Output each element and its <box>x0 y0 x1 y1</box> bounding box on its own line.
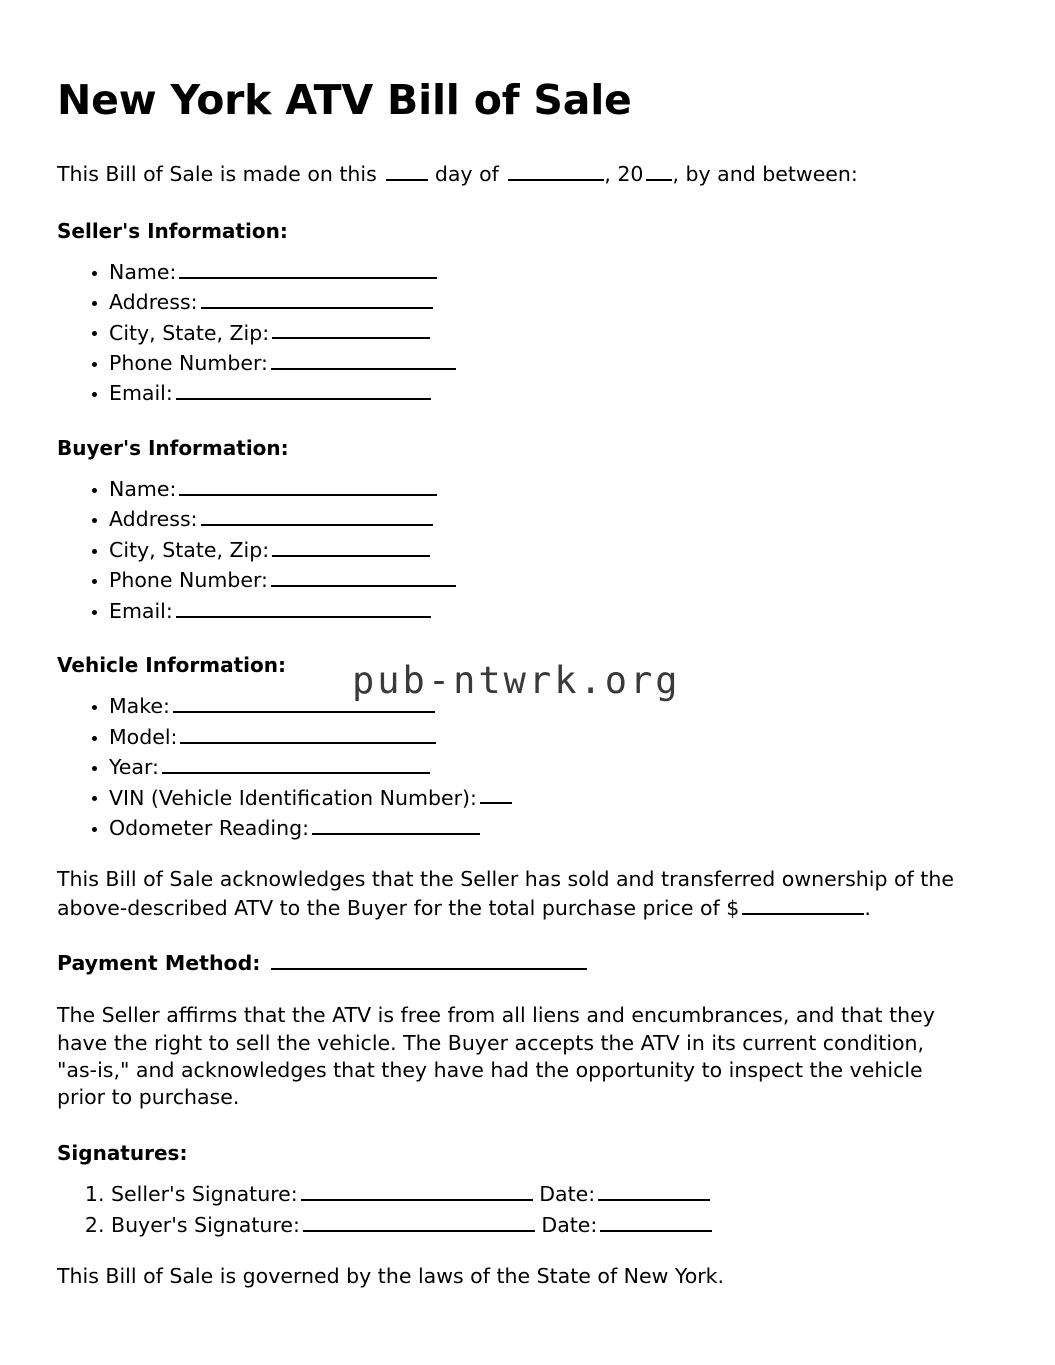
list-item <box>109 319 958 345</box>
field-label: Address: <box>109 289 198 314</box>
list-item <box>109 692 958 718</box>
buyer-email-blank[interactable] <box>176 597 431 618</box>
intro-day-blank[interactable] <box>386 160 428 181</box>
intro-year-blank[interactable] <box>646 160 672 181</box>
buyer-field-list <box>57 475 958 623</box>
field-label: City, State, Zip: <box>109 320 270 345</box>
signature-list <box>57 1180 958 1237</box>
seller-name-blank[interactable] <box>179 258 437 279</box>
vehicle-model-blank[interactable] <box>180 723 436 744</box>
buyer-signature-blank[interactable] <box>303 1211 535 1232</box>
buyer-section-heading: Buyer's Information: <box>57 435 289 460</box>
field-label: Make: <box>109 694 170 719</box>
buyer-name-blank[interactable] <box>179 475 437 496</box>
list-item <box>109 723 958 749</box>
vehicle-year-blank[interactable] <box>162 753 430 774</box>
vehicle-make-blank[interactable] <box>173 692 435 713</box>
field-label: VIN (Vehicle Identification Number): <box>109 785 477 810</box>
acknowledgement-text: This Bill of Sale acknowledges that the Seller has sold and transferred ownership of the above-described ATV to the Buyer for the total purchase price of $ <box>57 867 954 920</box>
seller-phone-blank[interactable] <box>271 349 456 370</box>
buyer-citystatezip-blank[interactable] <box>272 536 430 557</box>
payment-method-line <box>57 949 958 977</box>
acknowledgement-period: . <box>864 895 871 920</box>
seller-signature-label: Seller's Signature: <box>111 1182 298 1207</box>
acknowledgement-paragraph <box>57 866 958 921</box>
field-label: Address: <box>109 507 198 532</box>
field-label: Name: <box>109 259 177 284</box>
list-item <box>109 288 958 314</box>
buyer-date-blank[interactable] <box>600 1211 712 1232</box>
field-label: City, State, Zip: <box>109 537 270 562</box>
payment-method-label: Payment Method: <box>57 950 261 975</box>
intro-text-part1: This Bill of Sale is made on this <box>57 162 377 186</box>
list-item <box>109 784 958 810</box>
signatures-section-heading: Signatures: <box>57 1141 188 1166</box>
payment-method-blank[interactable] <box>271 949 587 970</box>
vehicle-field-list <box>57 692 958 840</box>
list-item <box>109 349 958 375</box>
list-item <box>109 536 958 562</box>
page-title: New York ATV Bill of Sale <box>57 76 632 124</box>
field-label: Phone Number: <box>109 568 268 593</box>
list-item <box>109 379 958 405</box>
vehicle-section-heading: Vehicle Information: <box>57 653 286 678</box>
field-label: Email: <box>109 598 173 623</box>
watermark-text: pub-ntwrk.org <box>352 659 681 702</box>
list-item <box>109 258 958 284</box>
list-item <box>111 1180 958 1206</box>
list-item <box>109 597 958 623</box>
field-label: Year: <box>109 754 159 779</box>
field-label: Phone Number: <box>109 350 268 375</box>
list-item <box>109 566 958 592</box>
list-item <box>109 753 958 779</box>
buyer-phone-blank[interactable] <box>271 566 456 587</box>
seller-date-label: Date: <box>539 1182 596 1207</box>
intro-text-part3: , 20 <box>604 162 644 186</box>
intro-text-part2: day of <box>434 162 499 186</box>
intro-paragraph <box>57 160 958 189</box>
list-item <box>109 475 958 501</box>
list-item <box>109 505 958 531</box>
seller-email-blank[interactable] <box>176 379 431 400</box>
seller-date-blank[interactable] <box>598 1180 710 1201</box>
buyer-date-label: Date: <box>541 1212 598 1237</box>
affirmation-paragraph: The Seller affirms that the ATV is free from all liens and encumbrances, and that they have the right to sell the vehicle. The Buyer accepts the ATV in its current condition, "as-is," and acknowledges that they have had the opportunity to inspect the vehicle prior to purchase. <box>57 1003 935 1110</box>
intro-month-blank[interactable] <box>508 160 604 181</box>
vehicle-vin-blank[interactable] <box>480 784 512 805</box>
closing-paragraph: This Bill of Sale is governed by the laws of the State of New York. <box>57 1264 725 1289</box>
seller-address-blank[interactable] <box>201 288 433 309</box>
field-label: Email: <box>109 381 173 406</box>
field-label: Model: <box>109 724 178 749</box>
seller-citystatezip-blank[interactable] <box>272 319 430 340</box>
buyer-signature-label: Buyer's Signature: <box>111 1212 300 1237</box>
buyer-address-blank[interactable] <box>201 505 433 526</box>
field-label: Odometer Reading: <box>109 815 309 840</box>
list-item <box>111 1211 958 1237</box>
intro-text-part4: , by and between: <box>672 162 858 186</box>
vehicle-odometer-blank[interactable] <box>312 814 480 835</box>
seller-field-list <box>57 258 958 406</box>
seller-section-heading: Seller's Information: <box>57 218 288 243</box>
purchase-price-blank[interactable] <box>742 894 864 915</box>
seller-signature-blank[interactable] <box>301 1180 533 1201</box>
list-item <box>109 814 958 840</box>
field-label: Name: <box>109 476 177 501</box>
